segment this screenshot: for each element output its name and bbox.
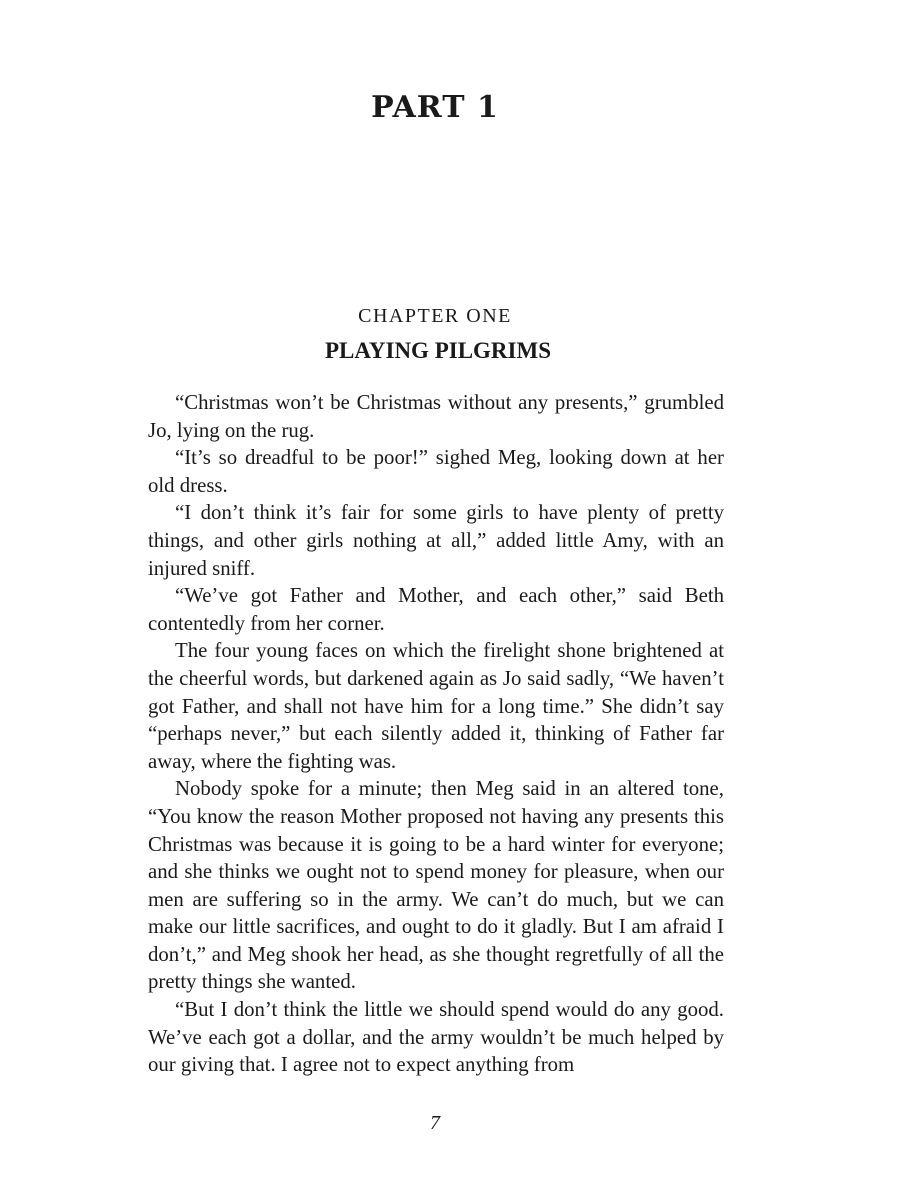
paragraph: “It’s so dreadful to be poor!” sighed Meg, looking down at her old dress. bbox=[148, 446, 724, 497]
paragraph: “We’ve got Father and Mother, and each other,” said Beth contentedly from her corner. bbox=[148, 584, 724, 635]
paragraph: Nobody spoke for a minute; then Meg said in an altered tone, “You know the reason Mother proposed not having any presents this Christmas was because it is going to be a hard winter for everyone; and she thinks we ought not to spend money for pleasure, when our men are suffering so in the army. We can’t do much, but we can make our little sacrifices, and ought to do it gladly. But I am afraid I don’t,” and Meg shook her head, as she thought regretfully of all the pretty things she wanted. bbox=[148, 777, 724, 994]
chapter-body bbox=[148, 389, 724, 1079]
paragraph: “Christmas won’t be Christmas without any presents,” grumbled Jo, lying on the rug. bbox=[148, 391, 724, 442]
paragraph: “I don’t think it’s fair for some girls to have plenty of pretty things, and other girls nothing at all,” added little Amy, with an injured sniff. bbox=[148, 501, 724, 580]
paragraph: “But I don’t think the little we should spend would do any good. We’ve each got a dollar, and the army wouldn’t be much helped by our giving that. I agree not to expect anything from bbox=[148, 998, 724, 1077]
paragraph: The four young faces on which the firelight shone brightened at the cheerful words, but darkened again as Jo said sadly, “We haven’t got Father, and shall not have him for a long time.” She didn’t say “perhaps never,” but each silently added it, thinking of Father far away, where the fighting was. bbox=[148, 639, 724, 773]
chapter-title: PLAYING PILGRIMS bbox=[325, 338, 551, 363]
chapter-number: CHAPTER ONE bbox=[358, 305, 512, 327]
page-number: 7 bbox=[430, 1112, 440, 1134]
part-title: PART 1 bbox=[371, 90, 499, 125]
